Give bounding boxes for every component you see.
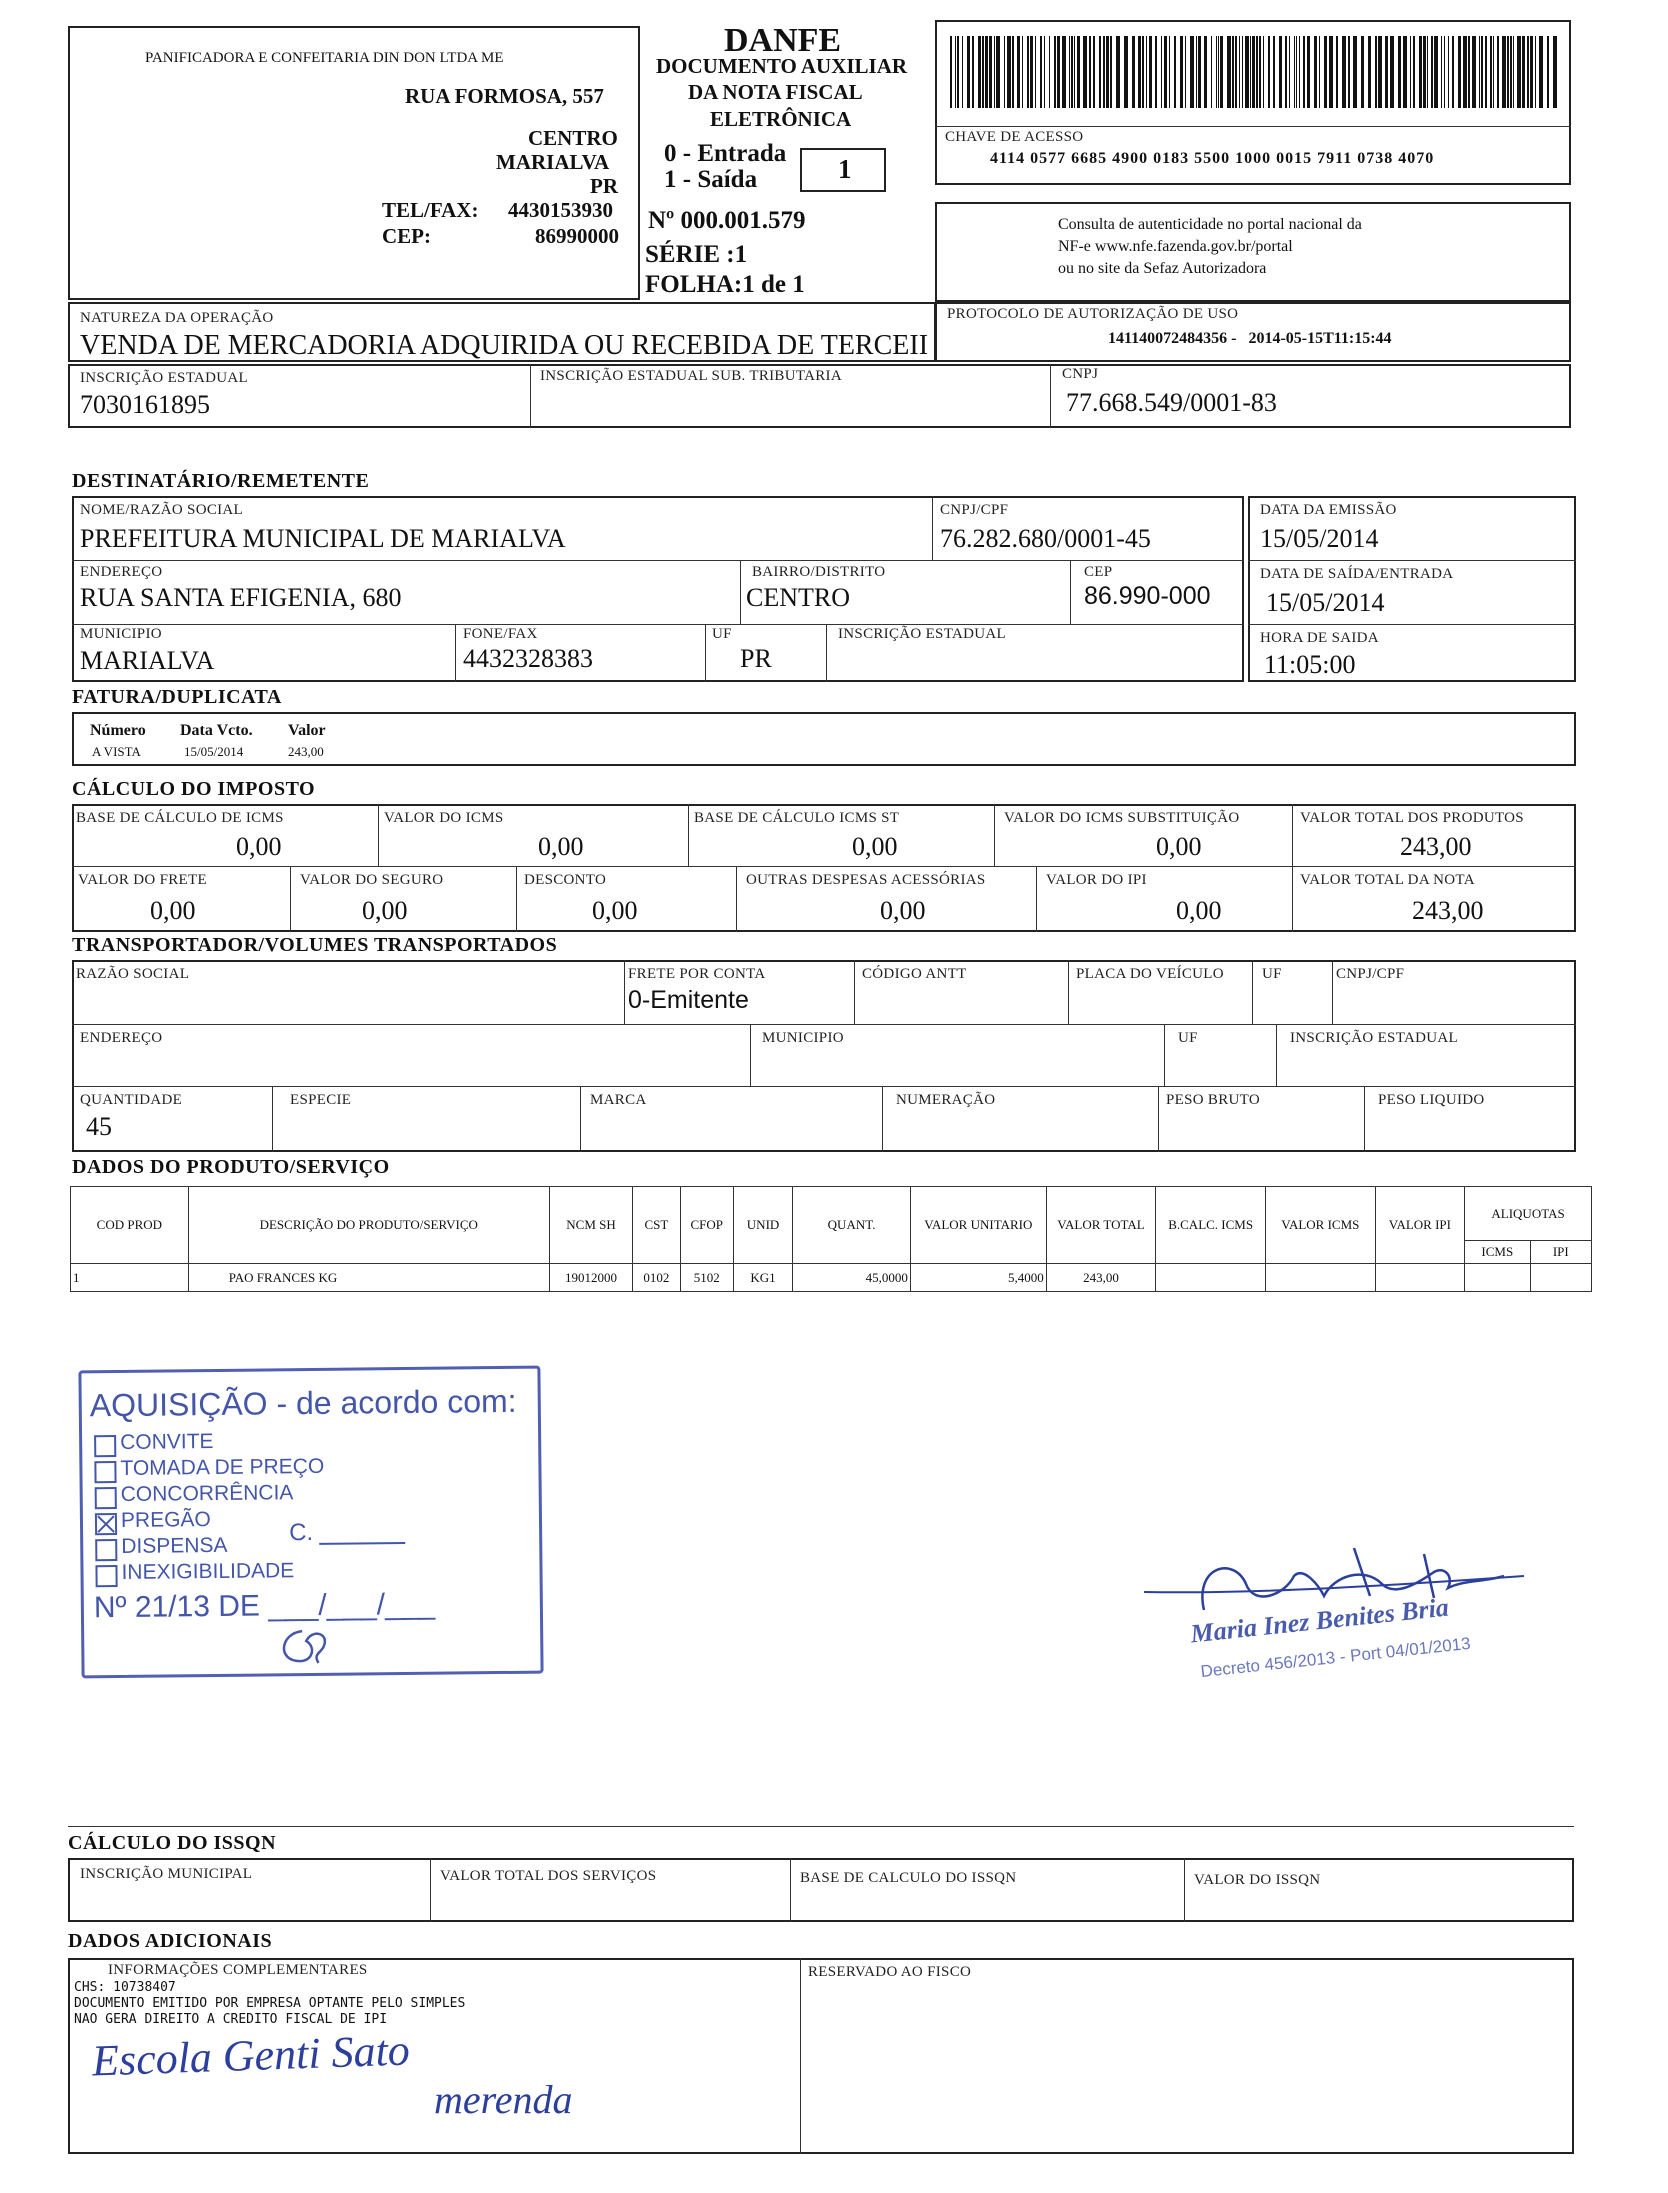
barcode-bar <box>1444 36 1445 108</box>
issqn-im-label: INSCRIÇÃO MUNICIPAL <box>80 1866 253 1882</box>
danfe-serie: SÉRIE :1 <box>645 241 748 268</box>
adic-info3: NAO GERA DIREITO A CREDITO FISCAL DE IPI <box>74 2012 388 2027</box>
danfe-line2: DA NOTA FISCAL <box>688 80 863 104</box>
protocolo-value: 141140072484356 - 2014-05-15T11:15:44 <box>1108 330 1392 347</box>
dest-municipio-label: MUNICIPIO <box>80 626 162 642</box>
barcode-bar <box>1004 36 1005 108</box>
item-quant: 45,0000 <box>793 1264 911 1292</box>
total-label: VALOR TOTAL DA NOTA <box>1300 872 1475 888</box>
barcode-bar <box>1077 36 1080 108</box>
carimbo-opt3: CONCORRÊNCIA <box>120 1481 294 1506</box>
barcode-bar <box>1547 36 1549 108</box>
emitente-municipio: MARIALVA <box>496 150 610 174</box>
item-vunit: 5,4000 <box>910 1264 1046 1292</box>
transp-endereco-label: ENDEREÇO <box>80 1030 163 1046</box>
barcode-bar <box>1142 36 1144 108</box>
barcode-bar <box>1353 36 1357 108</box>
barcode-bar <box>1294 36 1295 108</box>
checkbox-concorrencia <box>95 1487 117 1509</box>
barcode-bar <box>1263 36 1264 108</box>
v-icms: 0,00 <box>538 832 584 861</box>
carimbo-opt1: CONVITE <box>120 1430 214 1454</box>
consulta-line1: Consulta de autenticidade no portal nacional da <box>1058 216 1362 233</box>
barcode-bar <box>1423 36 1426 108</box>
barcode-bar <box>1180 36 1183 108</box>
barcode-bar <box>1479 36 1480 108</box>
destinatario-section: DESTINATÁRIO/REMETENTE <box>72 470 370 492</box>
bc-st: 0,00 <box>852 832 898 861</box>
barcode-bar <box>1071 36 1073 108</box>
emitente-bairro: CENTRO <box>528 126 618 150</box>
barcode-bar <box>1116 36 1120 108</box>
barcode-bar <box>1490 36 1492 108</box>
barcode-bar <box>1106 36 1109 108</box>
barcode-bar <box>1069 36 1070 108</box>
transp-frete: 0-Emitente <box>628 986 749 1014</box>
v-prod-label: VALOR TOTAL DOS PRODUTOS <box>1300 810 1524 826</box>
barcode-bar <box>1190 36 1194 108</box>
barcode-bar <box>1216 36 1217 108</box>
desconto-label: DESCONTO <box>524 872 607 888</box>
barcode-bar <box>1239 36 1240 108</box>
issqn-bc-label: BASE DE CALCULO DO ISSQN <box>800 1870 1017 1886</box>
h-unid: UNID <box>733 1187 792 1264</box>
h-vtotal: VALOR TOTAL <box>1046 1187 1156 1264</box>
danfe-entrada: 0 - Entrada <box>664 140 787 167</box>
barcode-bar <box>1211 36 1212 108</box>
danfe-folha: FOLHA:1 de 1 <box>645 271 805 298</box>
barcode-bar <box>1385 36 1388 108</box>
check-x-icon <box>97 1515 115 1533</box>
barcode-bar <box>1204 36 1207 108</box>
dest-ie-label: INSCRIÇÃO ESTADUAL <box>838 626 1006 642</box>
barcode-bar <box>1390 36 1394 108</box>
barcode-bar <box>1099 36 1101 108</box>
barcode-bar <box>1185 36 1186 108</box>
barcode-bar <box>1502 36 1506 108</box>
transp-ie-label: INSCRIÇÃO ESTADUAL <box>1290 1030 1458 1046</box>
barcode-bar <box>1250 36 1251 108</box>
h-aliq: ALIQUOTAS <box>1465 1187 1592 1241</box>
bc-st-label: BASE DE CÁLCULO ICMS ST <box>694 810 900 826</box>
barcode-bar <box>1169 36 1170 108</box>
barcode-bar <box>978 36 981 108</box>
barcode-bar <box>1196 36 1197 108</box>
h-ncm: NCM SH <box>549 1187 632 1264</box>
dest-saida: 15/05/2014 <box>1266 588 1385 617</box>
barcode-bar <box>1375 36 1377 108</box>
barcode-bar <box>1062 36 1066 108</box>
checkbox-convite <box>94 1435 116 1457</box>
transp-uf2-label: UF <box>1178 1030 1198 1046</box>
dest-municipio: MARIALVA <box>80 646 215 675</box>
barcode-bar <box>1227 36 1231 108</box>
barcode-bar <box>1324 36 1327 108</box>
h-vunit: VALOR UNITARIO <box>910 1187 1046 1264</box>
barcode-bar <box>1289 36 1290 108</box>
outras-label: OUTRAS DESPESAS ACESSÓRIAS <box>746 872 986 888</box>
fatura-section: FATURA/DUPLICATA <box>72 686 282 708</box>
adicionais-section: DADOS ADICIONAIS <box>68 1930 273 1952</box>
dest-emissao-label: DATA DA EMISSÃO <box>1260 502 1397 518</box>
transp-antt-label: CÓDIGO ANTT <box>862 966 967 982</box>
transp-especie-label: ESPECIE <box>290 1092 352 1108</box>
barcode-bar <box>1057 36 1060 108</box>
transp-uf-label: UF <box>1262 966 1282 982</box>
v-st: 0,00 <box>1156 832 1202 861</box>
barcode-bar <box>1535 36 1536 108</box>
produtos-table <box>70 1186 1592 1292</box>
bc-icms-label: BASE DE CÁLCULO DE ICMS <box>76 810 284 826</box>
barcode-bar <box>1427 36 1428 108</box>
assinatura-nome: Maria Inez Benites Bria <box>1189 1592 1451 1649</box>
barcode-bar <box>950 36 952 108</box>
danfe-numero: Nº 000.001.579 <box>648 207 806 234</box>
frete-label: VALOR DO FRETE <box>78 872 207 888</box>
seguro-label: VALOR DO SEGURO <box>300 872 444 888</box>
adic-info1: CHS: 10738407 <box>74 1980 176 1995</box>
barcode-bar <box>1083 36 1087 108</box>
transp-qtd: 45 <box>86 1112 112 1141</box>
issqn-v-label: VALOR DO ISSQN <box>1194 1872 1321 1888</box>
dest-endereco-label: ENDEREÇO <box>80 564 163 580</box>
c-line <box>319 1542 405 1545</box>
item-cod: 1 <box>71 1264 189 1292</box>
barcode-bar <box>967 36 970 108</box>
h-bc: B.CALC. ICMS <box>1156 1187 1266 1264</box>
barcode-bar <box>1279 36 1282 108</box>
barcode-bar <box>1398 36 1401 108</box>
carimbo-numero: Nº 21/13 DE ___/___/___ <box>93 1587 436 1625</box>
barcode-bar <box>1539 36 1543 108</box>
barcode-bar <box>1296 36 1297 108</box>
transp-cnpj-label: CNPJ/CPF <box>1336 966 1405 982</box>
barcode-bar <box>1303 36 1305 108</box>
transp-frete-label: FRETE POR CONTA <box>628 966 766 982</box>
item-desc: PAO FRANCES KG <box>188 1264 549 1292</box>
barcode-bar <box>1527 36 1529 108</box>
emitente-tel: 4430153930 <box>508 198 613 222</box>
barcode-bar <box>1149 36 1152 108</box>
v-icms-label: VALOR DO ICMS <box>384 810 504 826</box>
dest-nome-label: NOME/RAZÃO SOCIAL <box>80 502 244 518</box>
carimbo-c-label: C. <box>288 1518 314 1547</box>
transporte-section: TRANSPORTADOR/VOLUMES TRANSPORTADOS <box>72 934 558 956</box>
chave-value: 4114 0577 6685 4900 0183 5500 1000 0015 7911 0738 4070 <box>990 150 1435 167</box>
desconto: 0,00 <box>592 896 638 925</box>
emitente-endereco: RUA FORMOSA, 557 <box>405 84 604 108</box>
fatura-data: 15/05/2014 <box>184 744 244 759</box>
barcode-bar <box>1410 36 1411 108</box>
imposto-section: CÁLCULO DO IMPOSTO <box>72 778 316 800</box>
fatura-h-valor: Valor <box>288 722 326 739</box>
dest-bairro: CENTRO <box>746 583 850 612</box>
dest-uf-label: UF <box>712 626 732 642</box>
carimbo-opt4: PREGÃO <box>120 1508 211 1532</box>
emitente-tel-label: TEL/FAX: <box>382 198 479 222</box>
v-st-label: VALOR DO ICMS SUBSTITUIÇÃO <box>1004 810 1240 826</box>
dest-cep: 86.990-000 <box>1084 582 1211 610</box>
barcode-bar <box>1522 36 1525 108</box>
barcode-bar <box>1161 36 1162 108</box>
dest-cnpj: 76.282.680/0001-45 <box>940 524 1151 553</box>
frete: 0,00 <box>150 896 196 925</box>
barcode-bar <box>1448 36 1449 108</box>
barcode-bar <box>1103 36 1105 108</box>
transp-liquido-label: PESO LIQUIDO <box>1378 1092 1485 1108</box>
emitente-uf: PR <box>590 174 618 198</box>
barcode-bar <box>1481 36 1483 108</box>
barcode-bar <box>1458 36 1461 108</box>
dest-fone-label: FONE/FAX <box>463 626 538 642</box>
item-cst: 0102 <box>633 1264 680 1292</box>
carimbo-opt2: TOMADA DE PREÇO <box>120 1454 325 1480</box>
natureza-value: VENDA DE MERCADORIA ADQUIRIDA OU RECEBIDA DE TERCEII <box>80 330 929 361</box>
barcode-bar <box>1198 36 1201 108</box>
dest-endereco: RUA SANTA EFIGENIA, 680 <box>80 583 402 612</box>
ie-value: 7030161895 <box>80 390 210 419</box>
v-prod: 243,00 <box>1400 832 1472 861</box>
h-cod: COD PROD <box>71 1187 189 1264</box>
dest-bairro-label: BAIRRO/DISTRITO <box>752 564 886 580</box>
barcode-bar <box>1553 36 1557 108</box>
transp-placa-label: PLACA DO VEÍCULO <box>1076 966 1224 982</box>
carimbo-opt6: INEXIGIBILIDADE <box>121 1559 295 1584</box>
barcode-bar <box>1472 36 1476 108</box>
barcode-bar <box>1463 36 1467 108</box>
barcode-bar <box>1431 36 1433 108</box>
item-vtotal: 243,00 <box>1046 1264 1156 1292</box>
barcode-bar <box>1307 36 1310 108</box>
barcode-bar <box>982 36 984 108</box>
dest-cnpj-label: CNPJ/CPF <box>940 502 1009 518</box>
bc-icms: 0,00 <box>236 832 282 861</box>
transp-razao-label: RAZÃO SOCIAL <box>76 966 190 982</box>
carimbo-opt5: DISPENSA <box>121 1533 228 1558</box>
cnpj-value: 77.668.549/0001-83 <box>1066 388 1277 417</box>
adic-info-label: INFORMAÇÕES COMPLEMENTARES <box>108 1962 368 1978</box>
fatura-numero: A VISTA <box>92 744 141 759</box>
emitente-cep-label: CEP: <box>382 224 431 248</box>
barcode-bar <box>1497 36 1499 108</box>
barcode-bar <box>1089 36 1091 108</box>
barcode-bar <box>994 36 995 108</box>
barcode-bar <box>1513 36 1514 108</box>
emitente-nome: PANIFICADORA E CONFEITARIA DIN DON LTDA ME <box>145 50 504 66</box>
barcode-bar <box>1124 36 1128 108</box>
barcode-bar <box>1314 36 1317 108</box>
barcode <box>950 36 1558 108</box>
barcode-bar <box>1452 36 1454 108</box>
barcode-bar <box>1441 36 1442 108</box>
barcode-bar <box>972 36 974 108</box>
h-aipi: IPI <box>1530 1241 1591 1264</box>
barcode-bar <box>1368 36 1371 108</box>
barcode-bar <box>1507 36 1509 108</box>
dest-hora-label: HORA DE SAIDA <box>1260 630 1379 646</box>
danfe-saida: 1 - Saída <box>664 166 758 193</box>
h-vipi: VALOR IPI <box>1375 1187 1465 1264</box>
danfe-tipo: 1 <box>838 154 852 184</box>
barcode-bar <box>1164 36 1167 108</box>
barcode-bar <box>1155 36 1157 108</box>
barcode-bar <box>1434 36 1438 108</box>
barcode-bar <box>1510 36 1512 108</box>
barcode-bar <box>1485 36 1487 108</box>
barcode-bar <box>1146 36 1147 108</box>
barcode-bar <box>1049 36 1050 108</box>
h-aicms: ICMS <box>1465 1241 1530 1264</box>
issqn-section: CÁLCULO DO ISSQN <box>68 1832 277 1854</box>
barcode-bar <box>1329 36 1333 108</box>
protocolo-label: PROTOCOLO DE AUTORIZAÇÃO DE USO <box>947 306 1239 322</box>
barcode-bar <box>1138 36 1141 108</box>
dest-emissao: 15/05/2014 <box>1260 524 1379 553</box>
consulta-line2: NF-e www.nfe.fazenda.gov.br/portal <box>1058 238 1293 255</box>
fatura-h-numero: Número <box>90 722 146 739</box>
transp-numeracao-label: NUMERAÇÃO <box>896 1092 996 1108</box>
barcode-bar <box>1040 36 1042 108</box>
chave-label: CHAVE DE ACESSO <box>945 129 1084 145</box>
checkbox-tomada <box>94 1461 116 1483</box>
transp-municipio-label: MUNICIPIO <box>762 1030 844 1046</box>
barcode-bar <box>996 36 1000 108</box>
barcode-bar <box>1242 36 1243 108</box>
barcode-bar <box>1268 36 1270 108</box>
h-cst: CST <box>633 1187 680 1264</box>
total: 243,00 <box>1412 896 1484 925</box>
fatura-valor: 243,00 <box>288 744 324 759</box>
barcode-bar <box>1299 36 1300 108</box>
h-vicms: VALOR ICMS <box>1265 1187 1375 1264</box>
natureza-label: NATUREZA DA OPERAÇÃO <box>80 310 274 326</box>
barcode-bar <box>1493 36 1494 108</box>
barcode-bar <box>1022 36 1023 108</box>
h-desc: DESCRIÇÃO DO PRODUTO/SERVIÇO <box>188 1187 549 1264</box>
seguro: 0,00 <box>362 896 408 925</box>
barcode-bar <box>1259 36 1261 108</box>
danfe-line3: ELETRÔNICA <box>710 107 852 131</box>
barcode-bar <box>1245 36 1249 108</box>
barcode-bar <box>1074 36 1075 108</box>
h-cfop: CFOP <box>680 1187 733 1264</box>
outras: 0,00 <box>880 896 926 925</box>
checkbox-pregao <box>95 1513 117 1535</box>
barcode-bar <box>1007 36 1011 108</box>
dest-cep-label: CEP <box>1084 564 1113 580</box>
danfe-line1: DOCUMENTO AUXILIAR <box>656 54 908 78</box>
issqn-vserv-label: VALOR TOTAL DOS SERVIÇOS <box>440 1868 657 1884</box>
barcode-bar <box>1273 36 1275 108</box>
barcode-bar <box>1342 36 1346 108</box>
barcode-bar <box>1035 36 1036 108</box>
carimbo-stamp <box>78 1366 543 1679</box>
barcode-bar <box>962 36 963 108</box>
barcode-bar <box>1285 36 1287 108</box>
checkbox-inexigibilidade <box>95 1565 117 1587</box>
barcode-bar <box>1235 36 1237 108</box>
ipi-label: VALOR DO IPI <box>1046 872 1147 888</box>
barcode-bar <box>985 36 988 108</box>
transp-bruto-label: PESO BRUTO <box>1166 1092 1260 1108</box>
adic-reservado-label: RESERVADO AO FISCO <box>808 1964 972 1980</box>
consulta-line3: ou no site da Sefaz Autorizadora <box>1058 260 1267 277</box>
carimbo-title: AQUISIÇÃO - de acordo com: <box>89 1382 517 1424</box>
barcode-bar <box>1530 36 1533 108</box>
dest-saida-label: DATA DE SAÍDA/ENTRADA <box>1260 566 1454 582</box>
table-row <box>71 1264 1592 1292</box>
barcode-bar <box>1012 36 1014 108</box>
barcode-bar <box>989 36 992 108</box>
ie-label: INSCRIÇÃO ESTADUAL <box>80 370 248 386</box>
barcode-bar <box>1054 36 1056 108</box>
barcode-bar <box>957 36 959 108</box>
barcode-bar <box>1468 36 1470 108</box>
checkbox-dispensa <box>95 1539 117 1561</box>
adic-manuscrito2: merenda <box>434 2077 573 2122</box>
ipi: 0,00 <box>1176 896 1222 925</box>
barcode-bar <box>1030 36 1033 108</box>
barcode-bar <box>1017 36 1020 108</box>
barcode-bar <box>1220 36 1223 108</box>
adic-manuscrito1: Escola Genti Sato <box>91 2025 411 2086</box>
item-unid: KG1 <box>733 1264 792 1292</box>
fatura-h-data: Data Vcto. <box>180 722 253 739</box>
barcode-bar <box>1517 36 1521 108</box>
barcode-bar <box>1110 36 1112 108</box>
transp-marca-label: MARCA <box>590 1092 647 1108</box>
barcode-bar <box>955 36 956 108</box>
cnpj-label: CNPJ <box>1062 366 1099 382</box>
rubrica-stamp-icon <box>272 1623 342 1668</box>
barcode-bar <box>1044 36 1045 108</box>
barcode-bar <box>1403 36 1407 108</box>
barcode-bar <box>1027 36 1029 108</box>
h-quant: QUANT. <box>793 1187 911 1264</box>
barcode-bar <box>1419 36 1422 108</box>
dest-fone: 4432328383 <box>463 644 593 673</box>
item-ncm: 19012000 <box>549 1264 632 1292</box>
barcode-bar <box>1319 36 1320 108</box>
barcode-bar <box>1348 36 1350 108</box>
transp-qtd-label: QUANTIDADE <box>80 1092 183 1108</box>
dest-hora: 11:05:00 <box>1264 650 1356 679</box>
produtos-section: DADOS DO PRODUTO/SERVIÇO <box>72 1156 390 1178</box>
barcode-bar <box>1252 36 1255 108</box>
danfe-title: DANFE <box>724 22 842 59</box>
barcode-bar <box>1413 36 1415 108</box>
item-cfop: 5102 <box>680 1264 733 1292</box>
ie-st-label: INSCRIÇÃO ESTADUAL SUB. TRIBUTARIA <box>540 368 842 384</box>
dest-uf: PR <box>740 644 772 673</box>
transporte-box <box>72 960 1576 1152</box>
emitente-cep: 86990000 <box>535 224 619 248</box>
assinatura-linha2: Decreto 456/2013 - Port 04/01/2013 <box>1199 1633 1472 1682</box>
dest-nome: PREFEITURA MUNICIPAL DE MARIALVA <box>80 524 566 553</box>
barcode-bar <box>1378 36 1382 108</box>
barcode-bar <box>1361 36 1364 108</box>
barcode-bar <box>1174 36 1176 108</box>
barcode-bar <box>1132 36 1135 108</box>
barcode-bar <box>1093 36 1095 108</box>
barcode-bar <box>1336 36 1338 108</box>
barcode-bar <box>1256 36 1258 108</box>
barcode-bar <box>1218 36 1219 108</box>
issqn-box <box>68 1858 1574 1922</box>
barcode-bar <box>1232 36 1234 108</box>
adic-info2: DOCUMENTO EMITIDO POR EMPRESA OPTANTE PELO SIMPLES <box>74 1996 466 2011</box>
